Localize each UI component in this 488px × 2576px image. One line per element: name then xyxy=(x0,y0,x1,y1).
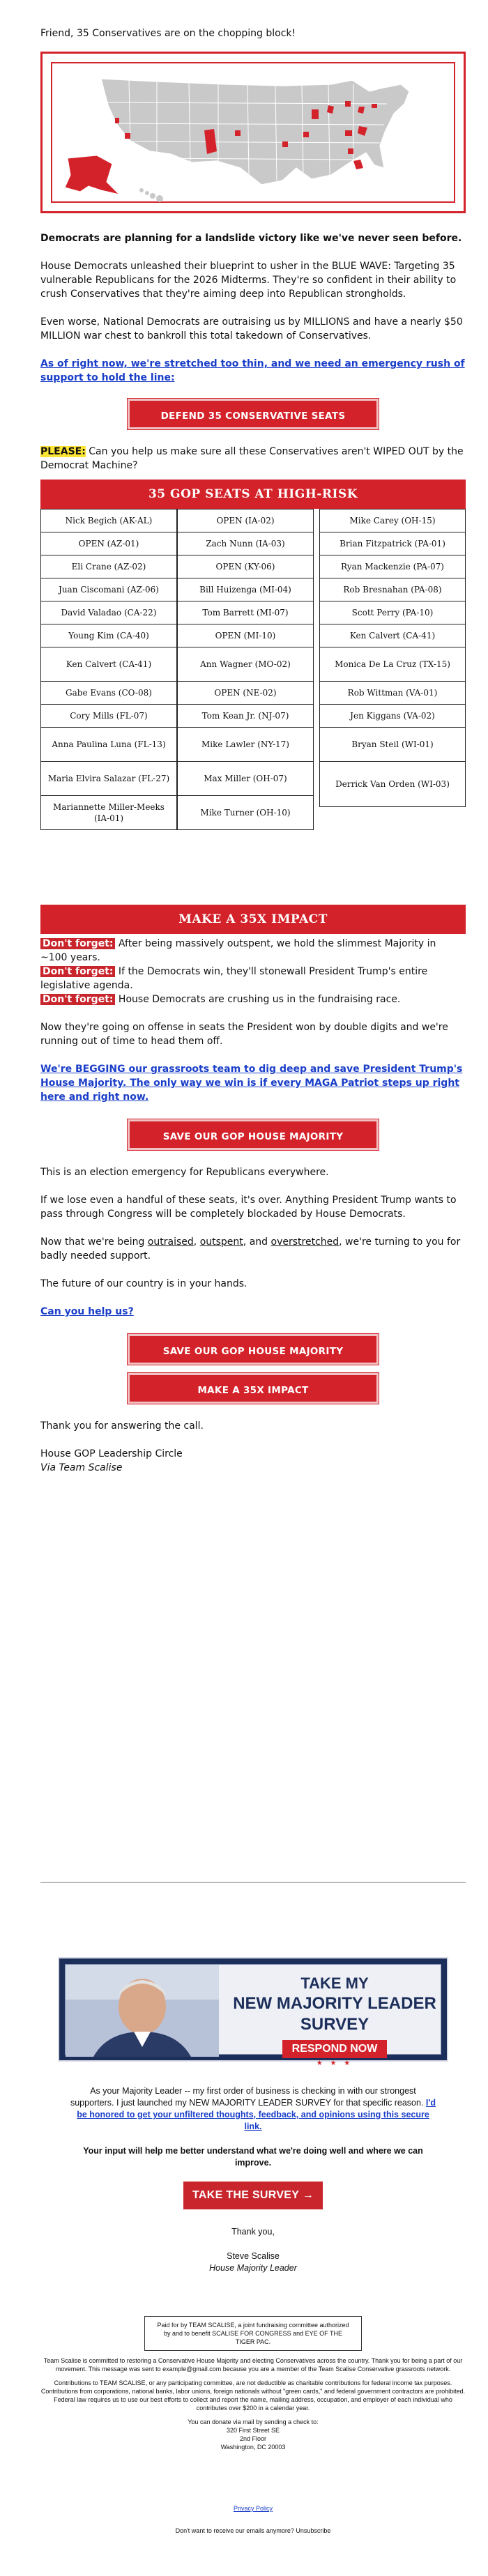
paid-for-box xyxy=(144,2316,362,2351)
seat-cell: Brian Fitzpatrick (PA-01) xyxy=(319,532,466,555)
stars-decoration: ★ ★ ★ xyxy=(316,2060,353,2067)
seats-banner: 35 GOP SEATS AT HIGH-RISK xyxy=(40,480,466,509)
take-survey-button[interactable]: TAKE THE SURVEY → xyxy=(183,2182,323,2209)
survey-text: Your input will help me better understand what we're doing well and where we can improve. xyxy=(83,2146,423,2168)
please-text: Can you help us make sure all these Conservatives aren't WIPED OUT by the Democrat Machine? xyxy=(40,446,464,471)
survey-section xyxy=(40,1957,466,2535)
legal-text: Team Scalise is committed to restoring a Conservative House Majority and electing Conservatives across the country. Thank you for being a part of our movement. This message was sent to example@gmail.com because you are a member of the Team Scalise Conservative grassroots network. xyxy=(43,2357,463,2372)
survey-link[interactable]: I'd be honored to get your unfiltered thoughts, feedback, and opinions using this secure link. xyxy=(77,2098,436,2131)
seat-cell: Mike Lawler (NY-17) xyxy=(177,727,314,762)
text: , xyxy=(193,1236,200,1248)
signature-name: Steve Scalise xyxy=(227,2251,280,2261)
survey-line3: SURVEY xyxy=(300,2015,369,2034)
seat-cell: Maria Elvira Salazar (FL-27) xyxy=(40,761,177,796)
seat-cell: Cory Mills (FL-07) xyxy=(40,704,177,728)
seat-cell: Tom Barrett (MI-07) xyxy=(177,601,314,624)
please-paragraph xyxy=(40,445,466,473)
dont-forget-label: Don't forget: xyxy=(40,938,115,949)
seat-cell: Scott Perry (PA-10) xyxy=(319,601,466,624)
seat-cell: Mike Carey (OH-15) xyxy=(319,509,466,532)
seat-cell: Eli Crane (AZ-02) xyxy=(40,555,177,578)
text: outspent xyxy=(199,1236,243,1248)
dont-forget-text: If the Democrats win, they'll stonewall President Trump's entire legislative agenda. xyxy=(40,966,428,991)
legal-text: Contributions to TEAM SCALISE, or any participating committee, are not deductible as charitable contributions for federal income tax purposes. Contributions from corporations, national banks, labor unions, foreign nationals without "green cards," and federal government contractors are prohibited. Federal law requires us to use our best efforts to collect and report the name, mailing address, occupation, and employer of each individual who contributes over $200 in a calendar year. xyxy=(40,2379,466,2412)
banner-frame xyxy=(65,1964,441,2067)
seat-cell: Jen Kiggans (VA-02) xyxy=(319,704,466,728)
dont-forget-label: Don't forget: xyxy=(40,966,115,977)
help-link[interactable]: Can you help us? xyxy=(40,1306,134,1317)
seat-cell: Derrick Van Orden (WI-03) xyxy=(319,761,466,807)
seat-cell: Max Miller (OH-07) xyxy=(177,761,314,796)
seat-cell: OPEN (NE-02) xyxy=(177,681,314,705)
address-line: Washington, DC 20003 xyxy=(220,2444,286,2451)
seat-cell: OPEN (KY-06) xyxy=(177,555,314,578)
address-line: 2nd Floor xyxy=(239,2435,267,2442)
seat-cell: Ann Wagner (MO-02) xyxy=(177,647,314,682)
paragraph: Even worse, National Democrats are outraising us by MILLIONS and have a nearly $50 MILLION war chest to bankroll this total takedown of Conservatives. xyxy=(40,316,463,342)
survey-line1: TAKE MY xyxy=(300,1975,369,1992)
person-photo xyxy=(66,1965,219,2057)
privacy-policy-link[interactable]: Privacy Policy xyxy=(233,2505,273,2512)
save-majority-button[interactable]: SAVE OUR GOP HOUSE MAJORITY xyxy=(128,1334,379,1365)
signature: House GOP Leadership Circle xyxy=(40,1448,183,1459)
photo xyxy=(66,1965,219,2057)
save-majority-button[interactable]: SAVE OUR GOP HOUSE MAJORITY xyxy=(128,1119,379,1150)
donate-link[interactable]: We're BEGGING our grassroots team to dig deep and save President Trump's House Majority. The only way we win is if every MAGA Patriot steps up right here and right now. xyxy=(40,1064,463,1103)
seat-cell: OPEN (AZ-01) xyxy=(40,532,177,555)
closing: Thank you, xyxy=(231,2227,275,2237)
seat-cell: Young Kim (CA-40) xyxy=(40,624,177,647)
paid-for-text: Paid for by TEAM SCALISE, a joint fundraising committee authorized by and to benefit SCALISE FOR CONGRESS and EYE OF THE TIGER PAC. xyxy=(157,2322,349,2345)
seat-cell: Anna Paulina Luna (FL-13) xyxy=(40,727,177,762)
survey-banner[interactable] xyxy=(58,1957,448,2067)
headline: Democrats are planning for a landslide victory like we've never seen before. xyxy=(40,233,462,244)
dont-forget-line xyxy=(40,937,466,965)
seat-cell: Tom Kean Jr. (NJ-07) xyxy=(177,704,314,728)
please-label: PLEASE: xyxy=(40,446,86,457)
greeting: Friend, 35 Conservatives are on the chopping block! xyxy=(40,28,296,39)
seat-cell: Ken Calvert (CA-41) xyxy=(40,647,177,682)
paragraph xyxy=(40,1235,466,1263)
paragraph: This is an election emergency for Republicans everywhere. xyxy=(40,1167,329,1178)
seat-cell: Bryan Steil (WI-01) xyxy=(319,727,466,762)
map-frame xyxy=(51,62,455,203)
dont-forget-line xyxy=(40,965,466,992)
survey-text xyxy=(40,2085,466,2133)
seats-table xyxy=(40,509,466,906)
signature-title: House Majority Leader xyxy=(209,2263,297,2273)
donate-link[interactable]: As of right now, we're stretched too thin, and we need an emergency rush of support to hold the line: xyxy=(40,358,465,383)
seat-cell: Mariannette Miller-Meeks (IA-01) xyxy=(40,795,177,830)
dont-forget-text: House Democrats are crushing us in the fundraising race. xyxy=(115,994,401,1005)
text: , we're turning to you for badly needed support. xyxy=(40,1236,461,1262)
seat-cell: Rob Wittman (VA-01) xyxy=(319,681,466,705)
impact-banner: MAKE A 35X IMPACT xyxy=(40,905,466,934)
paragraph: Now they're going on offense in seats the President won by double digits and we're running out of time to head them off. xyxy=(40,1022,448,1047)
seat-cell: Rob Bresnahan (PA-08) xyxy=(319,578,466,601)
seat-cell: OPEN (MI-10) xyxy=(177,624,314,647)
seat-cell: Ken Calvert (CA-41) xyxy=(319,624,466,647)
dont-forget-label: Don't forget: xyxy=(40,994,115,1005)
address-line: 320 First Street SE xyxy=(226,2427,280,2434)
seat-cell: Ryan Mackenzie (PA-07) xyxy=(319,555,466,578)
seat-cell: David Valadao (CA-22) xyxy=(40,601,177,624)
respond-now-button[interactable]: RESPOND NOW xyxy=(282,2040,388,2058)
seat-cell: Juan Ciscomani (AZ-06) xyxy=(40,578,177,601)
seat-cell: OPEN (IA-02) xyxy=(177,509,314,532)
seat-cell: Nick Begich (AK-AL) xyxy=(40,509,177,532)
district-map xyxy=(40,52,466,213)
seat-cell: Gabe Evans (CO-08) xyxy=(40,681,177,705)
survey-line2: NEW MAJORITY LEADER xyxy=(233,1994,436,2013)
seat-cell: Zach Nunn (IA-03) xyxy=(177,532,314,555)
dont-forget-text: After being massively outspent, we hold the slimmest Majority in ~100 years. xyxy=(40,938,436,963)
paragraph: House Democrats unleashed their blueprint to usher in the BLUE WAVE: Targeting 35 vulnerable Republicans for the 2026 Midterms. They're so confident in their ability to crush Conservatives that they're aiming deep into Republican strongholds. xyxy=(40,261,457,300)
legal-text: You can donate via mail by sending a check to: xyxy=(188,2418,319,2425)
seat-cell: Bill Huizenga (MI-04) xyxy=(177,578,314,601)
defend-seats-button[interactable]: DEFEND 35 CONSERVATIVE SEATS xyxy=(128,399,379,429)
text: , and xyxy=(243,1236,271,1248)
text: overstretched xyxy=(270,1236,340,1248)
seat-cell: Mike Turner (OH-10) xyxy=(177,795,314,830)
signature: Via Team Scalise xyxy=(40,1462,123,1473)
impact-button[interactable]: MAKE A 35X IMPACT xyxy=(128,1373,379,1404)
paragraph: If we lose even a handful of these seats, it's over. Anything President Trump wants to pass through Congress will be completely blockaded by House Democrats. xyxy=(40,1195,457,1220)
dont-forget-line xyxy=(40,992,466,1006)
paragraph: The future of our country is in your hands. xyxy=(40,1278,247,1289)
text: Now that we're being xyxy=(40,1236,148,1248)
paragraph: Thank you for answering the call. xyxy=(40,1420,204,1432)
text: outraised xyxy=(147,1236,194,1248)
unsubscribe-link[interactable]: Don't want to receive our emails anymore? Unsubscribe xyxy=(175,2527,331,2534)
us-map-image xyxy=(52,63,458,206)
seat-cell: Monica De La Cruz (TX-15) xyxy=(319,647,466,682)
divider xyxy=(40,1882,466,1883)
text: As your Majority Leader -- my first order of business is checking in with our strongest supporters. I just launched my NEW MAJORITY LEADER SURVEY for that specific reason. xyxy=(70,2086,426,2108)
